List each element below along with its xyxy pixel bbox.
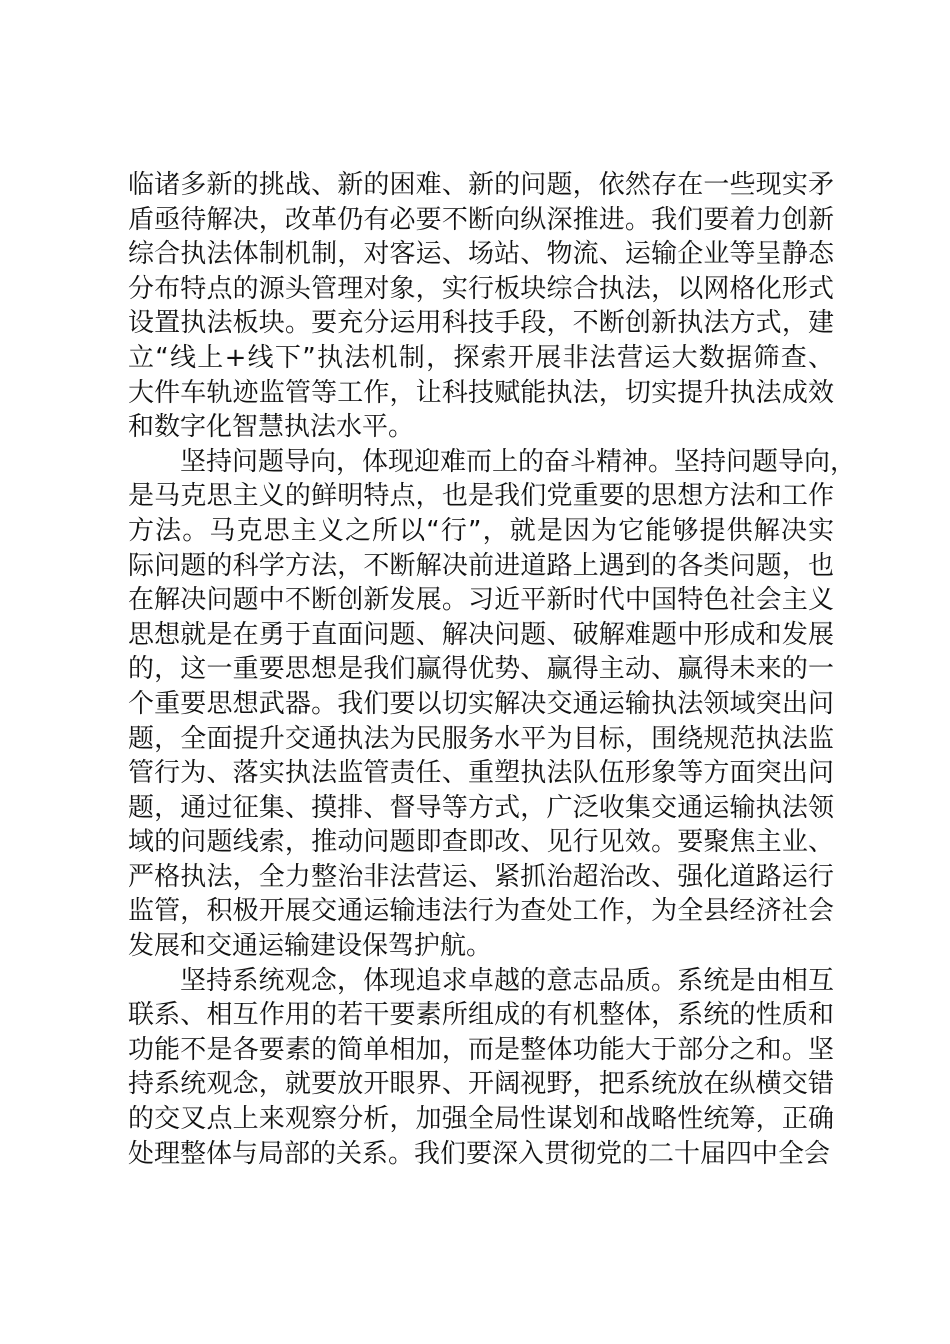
text-line: 坚持系统观念，体现追求卓越的意志品质。系统是由相互 <box>180 965 834 996</box>
paragraph <box>128 168 834 445</box>
paragraph <box>128 445 857 964</box>
text-line: 方法。马克思主义之所以“行”，就是因为它能够提供解决实 <box>128 515 834 546</box>
text-line: 个重要思想武器。我们要以切实解决交通运输执法领域突出问 <box>128 688 834 719</box>
text-line: 严格执法，全力整治非法营运、紧抓治超治改、强化道路运行 <box>128 861 834 892</box>
text-line: 的，这一重要思想是我们赢得优势、赢得主动、赢得未来的一 <box>128 654 834 685</box>
text-line: 域的问题线索，推动问题即查即改、见行见效。要聚焦主业、 <box>128 827 834 858</box>
text-line: 立“线上+线下”执法机制，探索开展非法营运大数据筛查、 <box>128 342 834 373</box>
text-line: 是马克思主义的鲜明特点，也是我们党重要的思想方法和工作 <box>128 481 834 512</box>
paragraph <box>128 964 834 1172</box>
text-line: 处理整体与局部的关系。我们要深入贯彻党的二十届四中全会 <box>128 1138 831 1169</box>
text-line: 坚持问题导向，体现迎难而上的奋斗精神。坚持问题导向， <box>180 446 857 477</box>
text-line: 大件车轨迹监管等工作，让科技赋能执法，切实提升执法成效 <box>128 377 834 408</box>
text-line: 分布特点的源头管理对象，实行板块综合执法，以网格化形式 <box>128 273 834 304</box>
text-line: 综合执法体制机制，对客运、场站、物流、运输企业等呈静态 <box>128 239 834 270</box>
text-line: 联系、相互作用的若干要素所组成的有机整体，系统的性质和 <box>128 1000 834 1031</box>
text-line: 发展和交通运输建设保驾护航。 <box>128 931 493 962</box>
text-line: 题，通过征集、摸排、督导等方式，广泛收集交通运输执法领 <box>128 792 834 823</box>
text-line: 设置执法板块。要充分运用科技手段，不断创新执法方式，建 <box>128 308 834 339</box>
text-line: 的交叉点上来观察分析，加强全局性谋划和战略性统筹，正确 <box>128 1104 834 1135</box>
text-line: 盾亟待解决，改革仍有必要不断向纵深推进。我们要着力创新 <box>128 204 834 235</box>
text-line: 题，全面提升交通执法为民服务水平为目标，围绕规范执法监 <box>128 723 834 754</box>
text-line: 在解决问题中不断创新发展。习近平新时代中国特色社会主义 <box>128 585 834 616</box>
text-line: 功能不是各要素的简单相加，而是整体功能大于部分之和。坚 <box>128 1034 834 1065</box>
text-line: 监管，积极开展交通运输违法行为查处工作，为全县经济社会 <box>128 896 834 927</box>
text-line: 际问题的科学方法，不断解决前进道路上遇到的各类问题，也 <box>128 550 834 581</box>
document-body <box>128 168 857 1171</box>
text-line: 思想就是在勇于直面问题、解决问题、破解难题中形成和发展 <box>128 619 834 650</box>
text-line: 临诸多新的挑战、新的困难、新的问题，依然存在一些现实矛 <box>128 170 834 200</box>
text-line: 持系统观念，就要放开眼界、开阔视野，把系统放在纵横交错 <box>128 1069 834 1100</box>
text-line: 和数字化智慧执法水平。 <box>128 412 415 443</box>
text-line: 管行为、落实执法监管责任、重塑执法队伍形象等方面突出问 <box>128 758 834 789</box>
